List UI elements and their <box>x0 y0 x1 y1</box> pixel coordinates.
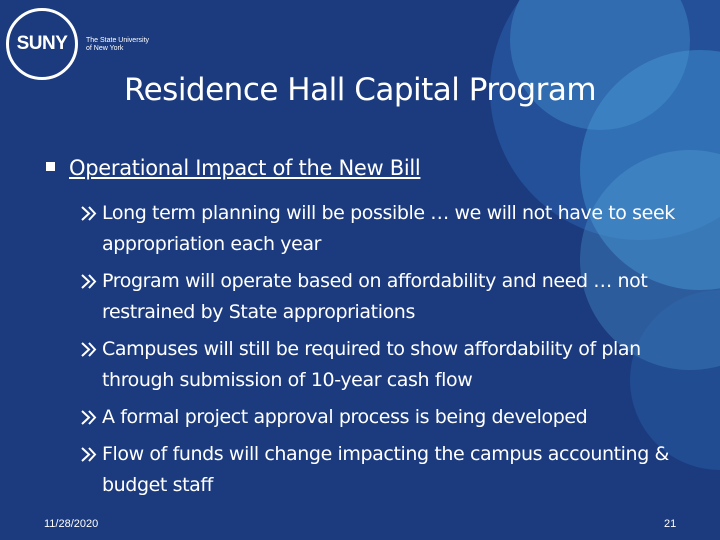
arrow-bullet-icon <box>80 439 98 470</box>
list-item <box>80 198 690 260</box>
square-bullet-icon <box>46 162 55 171</box>
logo-subtitle-line2: of New York <box>86 45 124 52</box>
logo-subtitle-line1: The State University <box>86 37 150 44</box>
list-item-text: Long term planning will be possible … we will not have to seek appropriation each year <box>102 202 675 255</box>
arrow-bullet-icon <box>80 266 98 297</box>
arrow-bullet-icon <box>80 334 98 365</box>
section-heading <box>46 156 420 180</box>
list-item <box>80 266 690 328</box>
footer-page-number: 21 <box>664 518 677 530</box>
list-item-text: Program will operate based on affordability and need … not restrained by State appropriations <box>102 270 648 323</box>
suny-logo <box>6 8 78 80</box>
section-heading-text: Operational Impact of the New Bill <box>69 156 421 180</box>
list-item <box>80 439 690 501</box>
list-item <box>80 402 690 433</box>
logo-subtitle <box>86 37 149 53</box>
list-item-text: Campuses will still be required to show affordability of plan through submission of 10-year cash flow <box>102 338 641 391</box>
logo-mark: SUNY <box>16 33 68 54</box>
arrow-bullet-icon <box>80 198 98 229</box>
footer-date: 11/28/2020 <box>44 518 99 530</box>
slide-title: Residence Hall Capital Program <box>123 72 597 108</box>
bullet-list <box>80 198 690 507</box>
arrow-bullet-icon <box>80 402 98 433</box>
list-item-text: A formal project approval process is being developed <box>102 406 588 428</box>
list-item <box>80 334 690 396</box>
list-item-text: Flow of funds will change impacting the campus accounting & budget staff <box>102 443 669 496</box>
